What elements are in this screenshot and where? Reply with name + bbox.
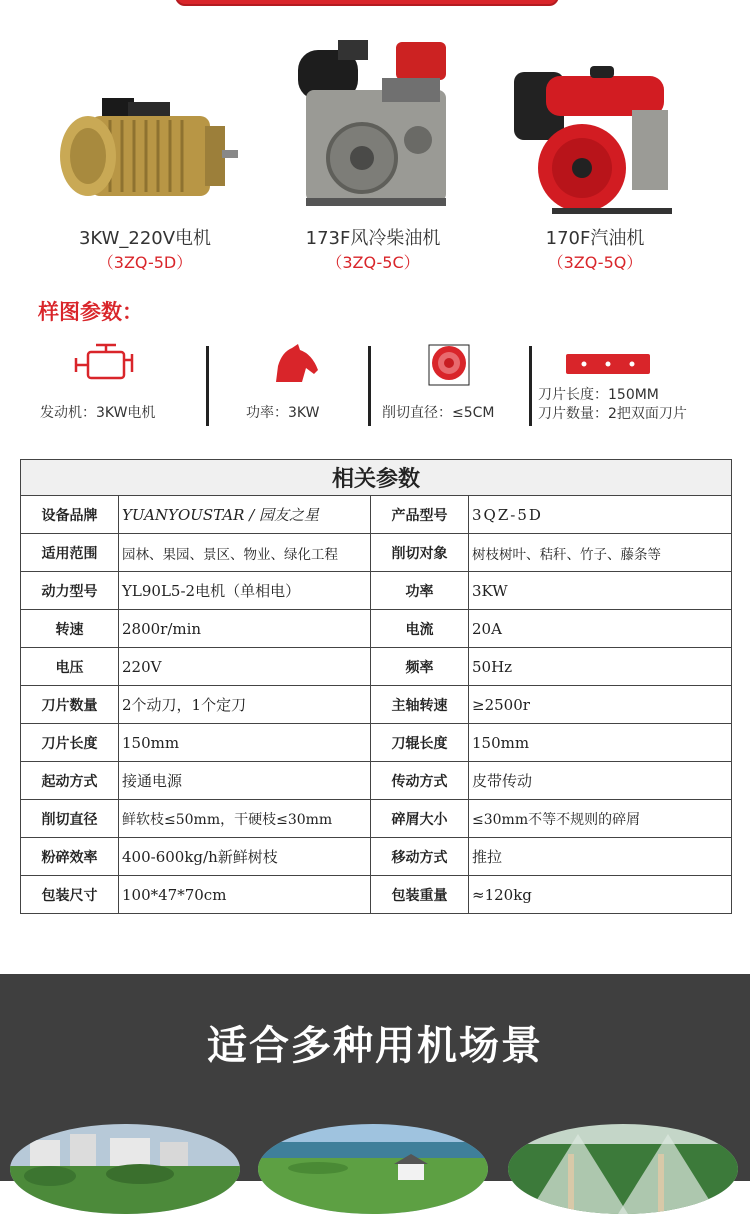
- spec-key: 刀辊长度: [371, 724, 469, 762]
- spec-value: 推拉: [469, 838, 732, 876]
- diesel-engine-image: [278, 40, 468, 215]
- spec-key: 产品型号: [371, 496, 469, 534]
- spec-key: 动力型号: [21, 572, 119, 610]
- table-row: [21, 800, 732, 838]
- blade-count-label: 刀片数量：2把双面刀片: [538, 406, 687, 422]
- spec-value: 220V: [119, 648, 371, 686]
- spec-key: 功率: [371, 572, 469, 610]
- engine-name: 173F风冷柴油机: [305, 228, 441, 249]
- table-row: [21, 762, 732, 800]
- divider: [368, 346, 371, 426]
- spec-value: 2800r/min: [119, 610, 371, 648]
- table-row: [21, 496, 732, 534]
- spec-value: 150mm: [119, 724, 371, 762]
- spec-value: 400-600kg/h新鲜树枝: [119, 838, 371, 876]
- table-row: [21, 686, 732, 724]
- engine-name: 170F汽油机: [545, 228, 645, 249]
- param-engine: [38, 342, 208, 428]
- blade-icon: [566, 354, 650, 376]
- engine-icon: [72, 342, 142, 382]
- top-banner-bar: [175, 0, 559, 6]
- table-row: [21, 648, 732, 686]
- engine-model: （3ZQ-5D）: [97, 253, 193, 272]
- engine-model: （3ZQ-5Q）: [547, 253, 643, 272]
- spec-key: 碎屑大小: [371, 800, 469, 838]
- spec-key: 适用范围: [21, 534, 119, 572]
- gasoline-engine-image: [500, 40, 690, 215]
- spec-key: 设备品牌: [21, 496, 119, 534]
- spec-key: 包装重量: [371, 876, 469, 914]
- spec-table-header: [21, 460, 732, 496]
- engine-name: 3KW_220V电机: [78, 228, 212, 249]
- spec-key: 刀片长度: [21, 724, 119, 762]
- divider: [206, 346, 209, 426]
- spec-value: ≈120kg: [469, 876, 732, 914]
- spec-key: 刀片数量: [21, 686, 119, 724]
- spec-value: 150mm: [469, 724, 732, 762]
- power-param-label: 功率：3KW: [246, 405, 320, 421]
- spec-key: 粉碎效率: [21, 838, 119, 876]
- param-blade: [538, 342, 728, 428]
- electric-motor-image: [50, 40, 240, 215]
- spec-value: YL90L5-2电机（单相电）: [119, 572, 371, 610]
- spec-key: 传动方式: [371, 762, 469, 800]
- horse-head-icon: [268, 342, 322, 384]
- table-row: [21, 876, 732, 914]
- spec-value: 鲜软枝≤50mm，干硬枝≤30mm: [119, 800, 371, 838]
- spec-value: 100*47*70cm: [119, 876, 371, 914]
- spec-value: YUANYOUSTAR / 园友之星: [119, 496, 371, 534]
- engine-model: （3ZQ-5C）: [326, 253, 420, 272]
- spec-table-title: 相关参数: [21, 460, 732, 496]
- spec-key: 移动方式: [371, 838, 469, 876]
- divider: [529, 346, 532, 426]
- engine-card-diesel: [278, 40, 468, 272]
- spec-value: 50Hz: [469, 648, 732, 686]
- branch-cross-section-icon: [428, 344, 470, 386]
- usage-scenes-title: 适合多种用机场景: [207, 1023, 543, 1069]
- diameter-param-label: 削切直径：≤5CM: [382, 405, 495, 421]
- spec-key: 主轴转速: [371, 686, 469, 724]
- spec-value: 园林、果园、景区、物业、绿化工程: [119, 534, 371, 572]
- table-row: [21, 534, 732, 572]
- param-power: [240, 342, 360, 428]
- spec-key: 起动方式: [21, 762, 119, 800]
- spec-value: ≤30mm不等不规则的碎屑: [469, 800, 732, 838]
- sample-params-title: 样图参数：: [38, 300, 143, 324]
- table-row: [21, 572, 732, 610]
- spec-value: 3KW: [469, 572, 732, 610]
- spec-value: 20A: [469, 610, 732, 648]
- spec-value: 接通电源: [119, 762, 371, 800]
- spec-key: 转速: [21, 610, 119, 648]
- spec-key: 削切直径: [21, 800, 119, 838]
- spec-table: [20, 459, 732, 914]
- spec-value: 皮带传动: [469, 762, 732, 800]
- spec-key: 电压: [21, 648, 119, 686]
- lakeside-lawn-photo: [258, 1124, 488, 1214]
- spec-key: 电流: [371, 610, 469, 648]
- table-row: [21, 724, 732, 762]
- spec-value: 3QZ-5D: [469, 496, 732, 534]
- spec-value: 树枝树叶、秸秆、竹子、藤条等: [469, 534, 732, 572]
- greenhouse-orchard-photo: [508, 1124, 738, 1214]
- engine-card-electric: [50, 40, 240, 272]
- spec-key: 包装尺寸: [21, 876, 119, 914]
- table-row: [21, 610, 732, 648]
- engine-param-label: 发动机：3KW电机: [40, 405, 156, 421]
- param-diameter: [382, 342, 522, 428]
- blade-length-label: 刀片长度：150MM: [538, 387, 659, 403]
- spec-key: 削切对象: [371, 534, 469, 572]
- usage-scenes-section: [0, 974, 750, 1181]
- spec-value: ≥2500r: [469, 686, 732, 724]
- residential-greenbelt-photo: [10, 1124, 240, 1214]
- spec-key: 频率: [371, 648, 469, 686]
- spec-value: 2个动刀，1个定刀: [119, 686, 371, 724]
- table-row: [21, 838, 732, 876]
- engine-card-gasoline: [500, 40, 690, 272]
